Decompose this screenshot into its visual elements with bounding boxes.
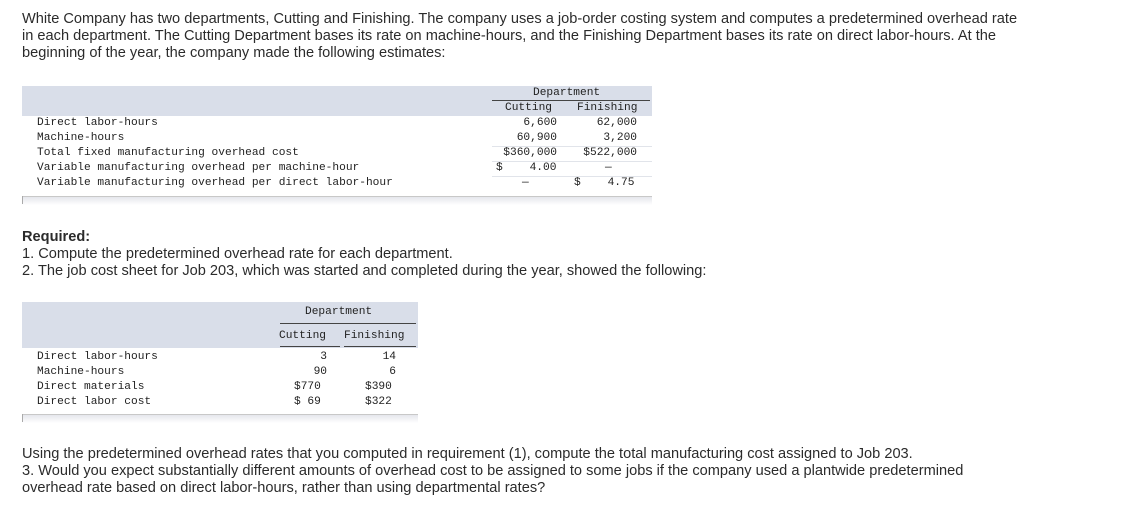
row-label: Total fixed manufacturing overhead cost	[37, 147, 299, 159]
row-label: Direct labor cost	[37, 396, 152, 408]
department-underline	[492, 100, 650, 101]
cell-finishing: $522,000	[583, 147, 637, 159]
required-section	[22, 229, 1122, 280]
cell-finishing: 3,200	[603, 132, 637, 144]
table-bottom-rule	[22, 414, 418, 423]
requirement-2-instruction: Using the predetermined overhead rates that you computed in requirement (1), compute the total manufacturing cost assigned to Job 203.	[22, 446, 913, 462]
cell-finishing: $390	[365, 381, 392, 393]
tail-section	[22, 446, 972, 497]
col-header-cutting: Cutting	[279, 330, 326, 342]
cell-cutting: 90	[313, 366, 327, 378]
table-bottom-rule	[22, 196, 652, 205]
requirement-2: 2. The job cost sheet for Job 203, which was started and completed during the year, showed the following:	[22, 263, 707, 279]
problem-intro: White Company has two departments, Cutting and Finishing. The company uses a job-order costing system and computes a predetermined overhead rate in each department. The Cutting Department bases its rate on machine-hours, and the Finishing Department bases its rate on direct labor-hours. At the beginning of the year, the company made the following estimates:	[22, 11, 1018, 61]
requirement-3: 3. Would you expect substantially different amounts of overhead cost to be assigned to some jobs if the company used a plantwide predetermined overhead rate based on direct labor-hours, rather than using departmental rates?	[22, 463, 964, 496]
row-label: Direct labor-hours	[37, 351, 158, 363]
row-separator	[492, 161, 652, 162]
cell-finishing: $ 4.75	[574, 177, 635, 189]
row-label: Direct labor-hours	[37, 117, 158, 129]
col-header-cutting: Cutting	[505, 102, 552, 114]
cell-finishing: 14	[382, 351, 396, 363]
requirement-1: 1. Compute the predetermined overhead rate for each department.	[22, 246, 453, 262]
column-underline	[280, 346, 340, 347]
group-header-department: Department	[533, 87, 601, 99]
row-separator	[492, 146, 652, 147]
column-underline	[344, 346, 416, 347]
cell-cutting: 3	[320, 351, 327, 363]
row-label: Variable manufacturing overhead per machine-hour	[37, 162, 360, 174]
row-label: Direct materials	[37, 381, 145, 393]
col-header-finishing: Finishing	[344, 330, 405, 342]
group-header-department: Department	[305, 306, 373, 318]
job-cost-table	[22, 302, 418, 414]
cell-cutting: 60,900	[516, 132, 557, 144]
cell-cutting: 6,600	[523, 117, 557, 129]
estimates-table	[22, 86, 652, 206]
cell-cutting: $360,000	[503, 147, 557, 159]
table-bottom-rule-edge	[22, 414, 23, 422]
row-separator	[492, 176, 652, 177]
table-bottom-rule-edge	[22, 196, 23, 204]
cell-finishing: $322	[365, 396, 392, 408]
cell-cutting: $ 69	[294, 396, 321, 408]
cell-cutting: $ 4.00	[496, 162, 557, 174]
row-label: Variable manufacturing overhead per direct labor-hour	[37, 177, 393, 189]
department-underline	[280, 323, 416, 324]
col-header-finishing: Finishing	[577, 102, 638, 114]
cell-finishing: —	[605, 162, 612, 174]
cell-cutting: —	[522, 177, 529, 189]
row-label: Machine-hours	[37, 132, 125, 144]
cell-finishing: 6	[389, 366, 396, 378]
cell-cutting: $770	[294, 381, 321, 393]
required-title: Required:	[22, 229, 91, 245]
cell-finishing: 62,000	[596, 117, 637, 129]
row-label: Machine-hours	[37, 366, 125, 378]
